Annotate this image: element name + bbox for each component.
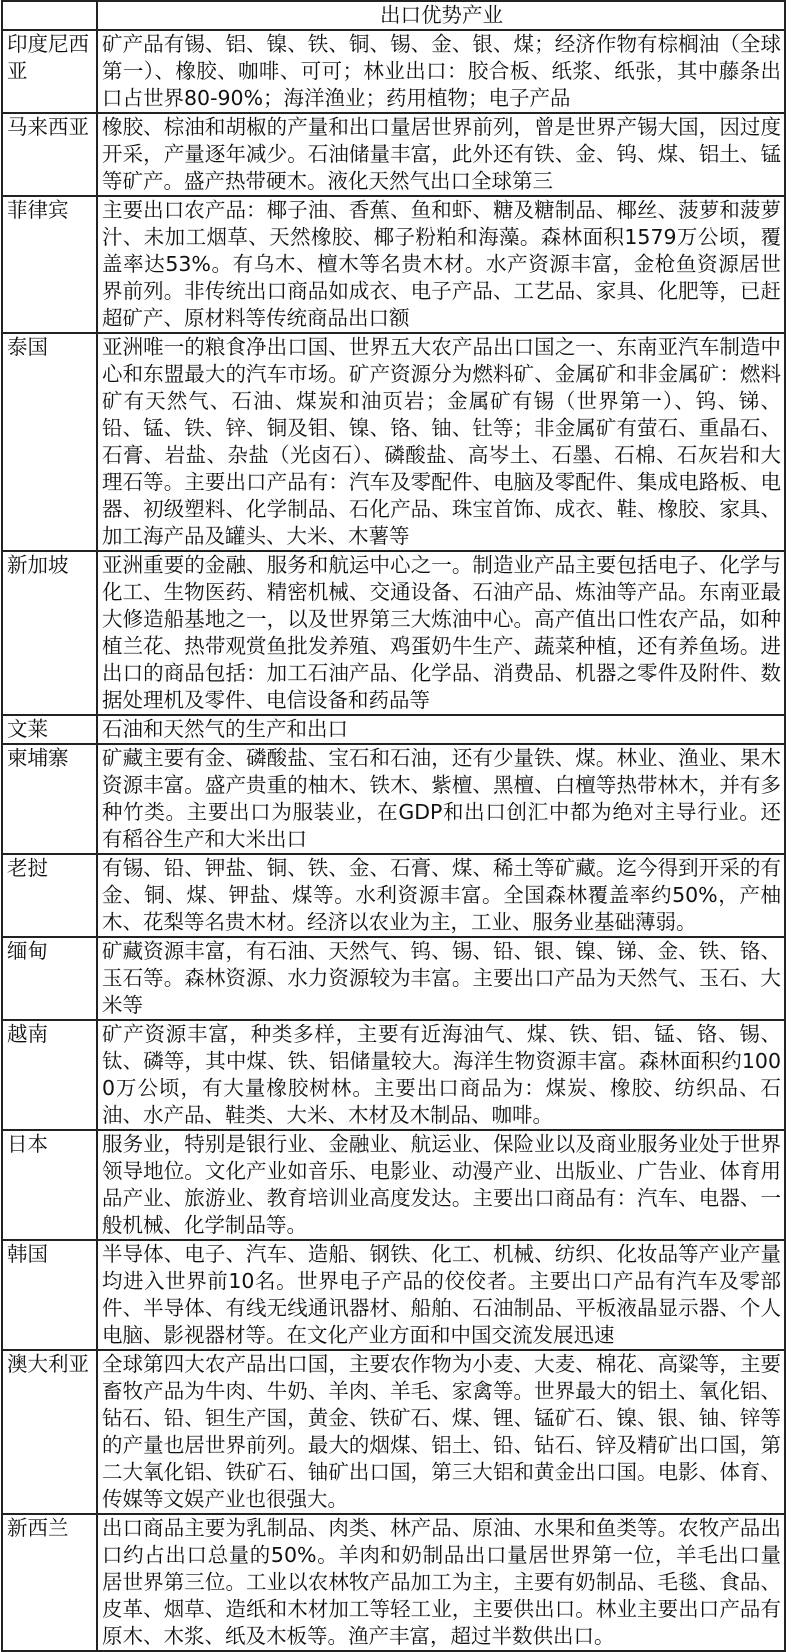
industries-cell: 服务业，特别是银行业、金融业、航运业、保险业以及商业服务业处于世界领导地位。文化产业如音乐、电影业、动漫产业、出版业、广告业、体育用品产业、旅游业、教育培训业高度发达。主要出口商品有：汽车、电器、一般机械、化学制品等。: [97, 1130, 785, 1240]
country-cell: 泰国: [2, 333, 97, 551]
industries-cell: 亚洲重要的金融、服务和航运中心之一。制造业产品主要包括电子、化学与化工、生物医药、精密机械、交通设备、石油产品、炼油等产品。东南亚最大修造船基地之一，以及世界第三大炼油中心。高产值出口性农产品，如种植兰花、热带观赏鱼批发养殖、鸡蛋奶牛生产、蔬菜种植，还有养鱼场。进出口的商品包括：加工石油产品、化学品、消费品、机器之零件及附件、数据处理机及零件、电信设备和药品等: [97, 551, 785, 715]
industries-cell: 矿产品有锡、铝、镍、铁、铜、锡、金、银、煤；经济作物有棕榈油（全球第一）、橡胶、咖啡、可可；林业出口：胶合板、纸浆、纸张，其中藤条出口占世界80-90%；海洋渔业；药用植物；电子产品: [97, 30, 785, 113]
industries-cell: 全球第四大农产品出口国，主要农作物为小麦、大麦、棉花、高粱等，主要畜牧产品为牛肉、牛奶、羊肉、羊毛、家禽等。世界最大的铝土、氧化铝、钻石、铅、钽生产国，黄金、铁矿石、煤、锂、锰矿石、镍、银、铀、锌等的产量也居世界前列。最大的烟煤、铝土、铅、钻石、锌及精矿出口国，第二大氧化铝、铁矿石、铀矿出口国，第三大铝和黄金出口国。电影、体育、传媒等文娱产业也很强大。: [97, 1350, 785, 1514]
table-row: [2, 937, 785, 1020]
table-row: [2, 551, 785, 715]
industries-cell: 石油和天然气的生产和出口: [97, 715, 785, 744]
industries-cell: 矿藏资源丰富，有石油、天然气、钨、锡、铅、银、镍、锑、金、铁、铬、玉石等。森林资源、水力资源较为丰富。主要出口产品为天然气、玉石、大米等: [97, 937, 785, 1020]
country-cell: 文莱: [2, 715, 97, 744]
country-cell: 老挝: [2, 854, 97, 937]
table-row: [2, 744, 785, 854]
country-cell: 印度尼西亚: [2, 30, 97, 113]
country-cell: 马来西亚: [2, 113, 97, 196]
table-row: [2, 854, 785, 937]
table-row: [2, 113, 785, 196]
country-cell: 柬埔寨: [2, 744, 97, 854]
header-export-industries: 出口优势产业: [97, 1, 785, 30]
country-cell: 韩国: [2, 1240, 97, 1350]
industries-cell: 有锡、铅、钾盐、铜、铁、金、石膏、煤、稀土等矿藏。迄今得到开采的有金、铜、煤、钾盐、煤等。水利资源丰富。全国森林覆盖率约50%，产柚木、花梨等名贵木材。经济以农业为主，工业、服务业基础薄弱。: [97, 854, 785, 937]
industries-cell: 半导体、电子、汽车、造船、钢铁、化工、机械、纺织、化妆品等产业产量均进入世界前10名。世界电子产品的佼佼者。主要出口产品有汽车及零部件、半导体、有线无线通讯器材、船舶、石油制品、平板液晶显示器、个人电脑、影视器材等。在文化产业方面和中国交流发展迅速: [97, 1240, 785, 1350]
country-cell: 日本: [2, 1130, 97, 1240]
country-cell: 越南: [2, 1020, 97, 1130]
country-cell: 缅甸: [2, 937, 97, 1020]
country-cell: 澳大利亚: [2, 1350, 97, 1514]
table-header-row: [2, 1, 785, 30]
industries-cell: 主要出口农产品：椰子油、香蕉、鱼和虾、糖及糖制品、椰丝、菠萝和菠萝汁、未加工烟草、天然橡胶、椰子粉粕和海藻。森林面积1579万公顷，覆盖率达53%。有乌木、檀木等名贵木材。水产资源丰富，金枪鱼资源居世界前列。非传统出口商品如成衣、电子产品、工艺品、家具、化肥等，已赶超矿产、原材料等传统商品出口额: [97, 196, 785, 333]
country-cell: 新加坡: [2, 551, 97, 715]
industries-cell: 亚洲唯一的粮食净出口国、世界五大农产品出口国之一、东南亚汽车制造中心和东盟最大的汽车市场。矿产资源分为燃料矿、金属矿和非金属矿：燃料矿有天然气、石油、煤炭和油页岩；金属矿有锡（世界第一）、钨、锑、铅、锰、铁、锌、铜及钼、镍、铬、铀、钍等；非金属矿有萤石、重晶石、石膏、岩盐、杂盐（光卤石）、磷酸盐、高岑土、石墨、石棉、石灰岩和大理石等。主要出口产品有：汽车及零配件、电脑及零配件、集成电路板、电器、初级塑料、化学制品、石化产品、珠宝首饰、成衣、鞋、橡胶、家具、加工海产品及罐头、大米、木薯等: [97, 333, 785, 551]
header-country: [2, 1, 97, 30]
country-cell: 新西兰: [2, 1514, 97, 1651]
table-row: [2, 1130, 785, 1240]
industries-cell: 出口商品主要为乳制品、肉类、林产品、原油、水果和鱼类等。农牧产品出口约占出口总量的50%。羊肉和奶制品出口量居世界第一位，羊毛出口量居世界第三位。工业以农林牧产品加工为主，主要有奶制品、毛毯、食品、皮革、烟草、造纸和木材加工等轻工业，主要供出口。林业主要出口产品有原木、木浆、纸及木板等。渔产丰富，超过半数供出口。: [97, 1514, 785, 1651]
table-row: [2, 1514, 785, 1651]
table-row: [2, 1350, 785, 1514]
table-row: [2, 333, 785, 551]
table-row: [2, 1020, 785, 1130]
export-industries-table: [1, 0, 786, 1652]
table-row: [2, 715, 785, 744]
table-row: [2, 196, 785, 333]
table-row: [2, 1240, 785, 1350]
industries-cell: 橡胶、棕油和胡椒的产量和出口量居世界前列，曾是世界产锡大国，因过度开采，产量逐年减少。石油储量丰富，此外还有铁、金、钨、煤、铝土、锰等矿产。盛产热带硬木。液化天然气出口全球第三: [97, 113, 785, 196]
table-row: [2, 30, 785, 113]
industries-cell: 矿藏主要有金、磷酸盐、宝石和石油，还有少量铁、煤。林业、渔业、果木资源丰富。盛产贵重的柚木、铁木、紫檀、黑檀、白檀等热带林木，并有多种竹类。主要出口为服装业，在GDP和出口创汇中都为绝对主导行业。还有稻谷生产和大米出口: [97, 744, 785, 854]
country-cell: 菲律宾: [2, 196, 97, 333]
industries-cell: 矿产资源丰富，种类多样，主要有近海油气、煤、铁、铝、锰、铬、锡、钛、磷等，其中煤、铁、铝储量较大。海洋生物资源丰富。森林面积约1000万公顷，有大量橡胶树林。主要出口商品为：煤炭、橡胶、纺织品、石油、水产品、鞋类、大米、木材及木制品、咖啡。: [97, 1020, 785, 1130]
